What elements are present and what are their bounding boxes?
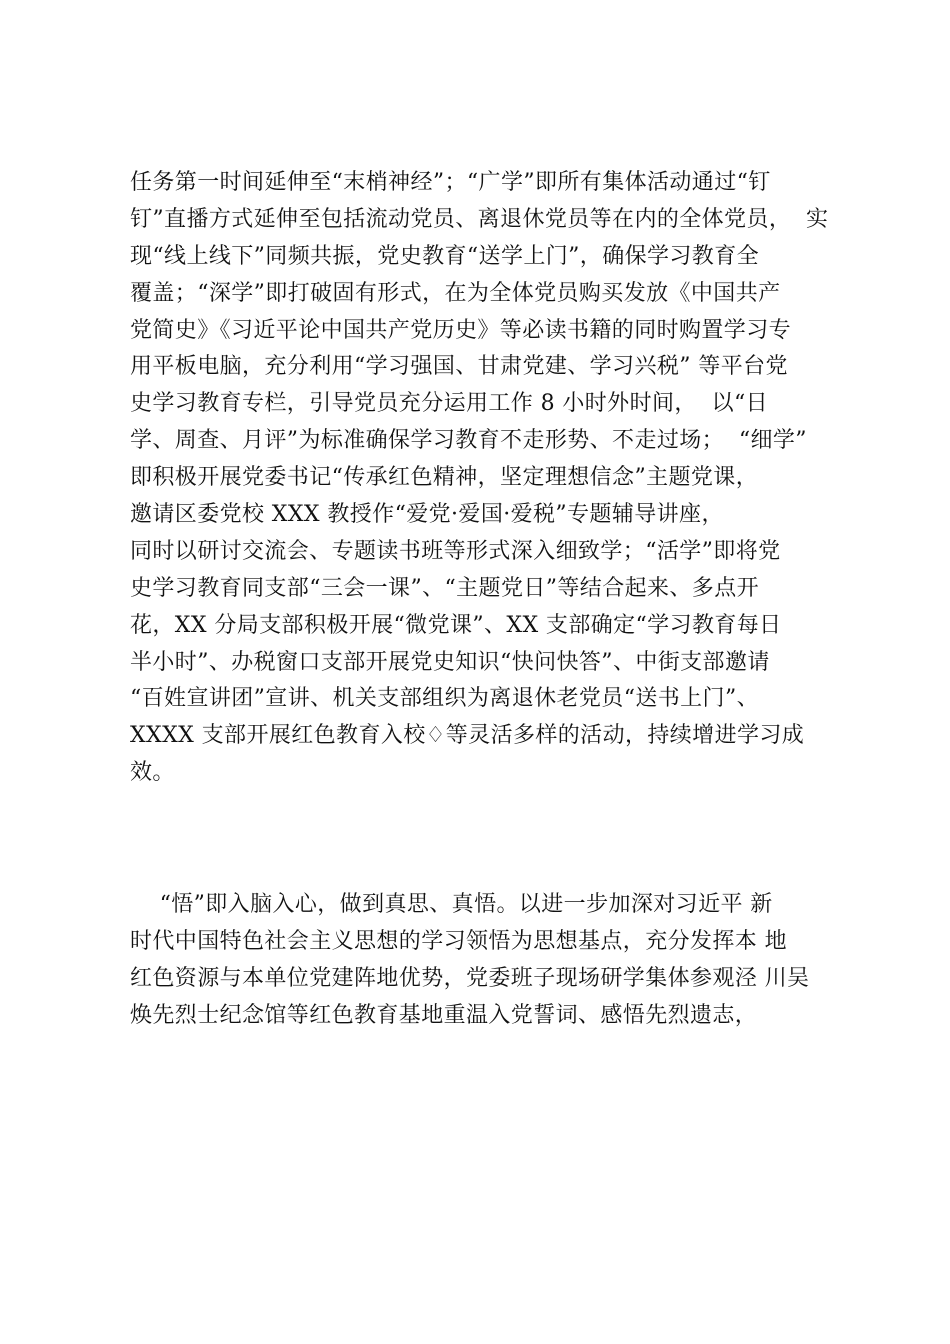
paragraph-1-line: 任务第一时间延伸至“末梢神经”；“广学”即所有集体活动通过“钉 bbox=[130, 170, 771, 195]
paragraph-1-line: 花，XX 分局支部积极开展“微党课”、XX 支部确定“学习教育每日 bbox=[130, 612, 782, 638]
paragraph-1-line: 史学习教育同支部“三会一课”、“主题党日”等结合起来、多点开 bbox=[130, 575, 759, 601]
paragraph-1-line: 现“线上线下”同频共振，党史教育“送学上门”，确保学习教育全 bbox=[130, 243, 759, 269]
paragraph-2-line: “悟”即入脑入心，做到真思、真悟。以进一步加深对习近平 新 bbox=[130, 892, 773, 917]
paragraph-1-line: 邀请区委党校 XXX 教授作“爱党·爱国·爱税”专题辅导讲座， bbox=[130, 502, 724, 528]
paragraph-1-line: 史学习教育专栏，引导党员充分运用工作 8 小时外时间， 以“日 bbox=[130, 391, 769, 417]
paragraph-1-line: 半小时”、办税窗口支部开展党史知识“快问快答”、中街支部邀请 bbox=[130, 649, 770, 675]
paragraph-1-line: 学、周查、月评”为标准确保学习教育不走形势、不走过场； “细学” bbox=[130, 428, 807, 454]
paragraph-1-line: 同时以研讨交流会、专题读书班等形式深入细致学；“活学”即将党 bbox=[130, 538, 781, 564]
paragraph-1-line: 钉”直播方式延伸至包括流动党员、离退休党员等在内的全体党员， 实 bbox=[130, 206, 829, 232]
paragraph-1 bbox=[130, 165, 860, 792]
paragraph-1-line: “百姓宣讲团”宣讲、机关支部组织为离退休老党员“送书上门”、 bbox=[130, 686, 759, 712]
paragraph-2-line: 时代中国特色社会主义思想的学习领悟为思想基点，充分发挥本 地 bbox=[130, 928, 787, 954]
paragraph-1-line: 用平板电脑，充分利用“学习强国、甘肃党建、学习兴税” 等平台党 bbox=[130, 354, 788, 380]
paragraph-2-line: 红色资源与本单位党建阵地优势，党委班子现场研学集体参观泾 川吴 bbox=[130, 965, 810, 991]
paragraph-1-line: 即积极开展党委书记“传承红色精神，坚定理想信念”主题党课， bbox=[130, 465, 759, 491]
paragraph-1-line: 党简史》《习近平论中国共产党历史》等必读书籍的同时购置学习专 bbox=[130, 317, 792, 343]
paragraph-1-line: 覆盖；“深学”即打破固有形式，在为全体党员购买发放《中国共产 bbox=[130, 280, 781, 306]
paragraph-2-line: 焕先烈士纪念馆等红色教育基地重温入党誓词、感悟先烈遗志， bbox=[130, 1002, 758, 1028]
paragraph-1-line: XXXX 支部开展红色教育入校♢等灵活多样的活动，持续增进学习成 bbox=[130, 723, 805, 749]
paragraph-1-line: 效。 bbox=[130, 760, 175, 786]
paragraph-2 bbox=[130, 887, 860, 1035]
